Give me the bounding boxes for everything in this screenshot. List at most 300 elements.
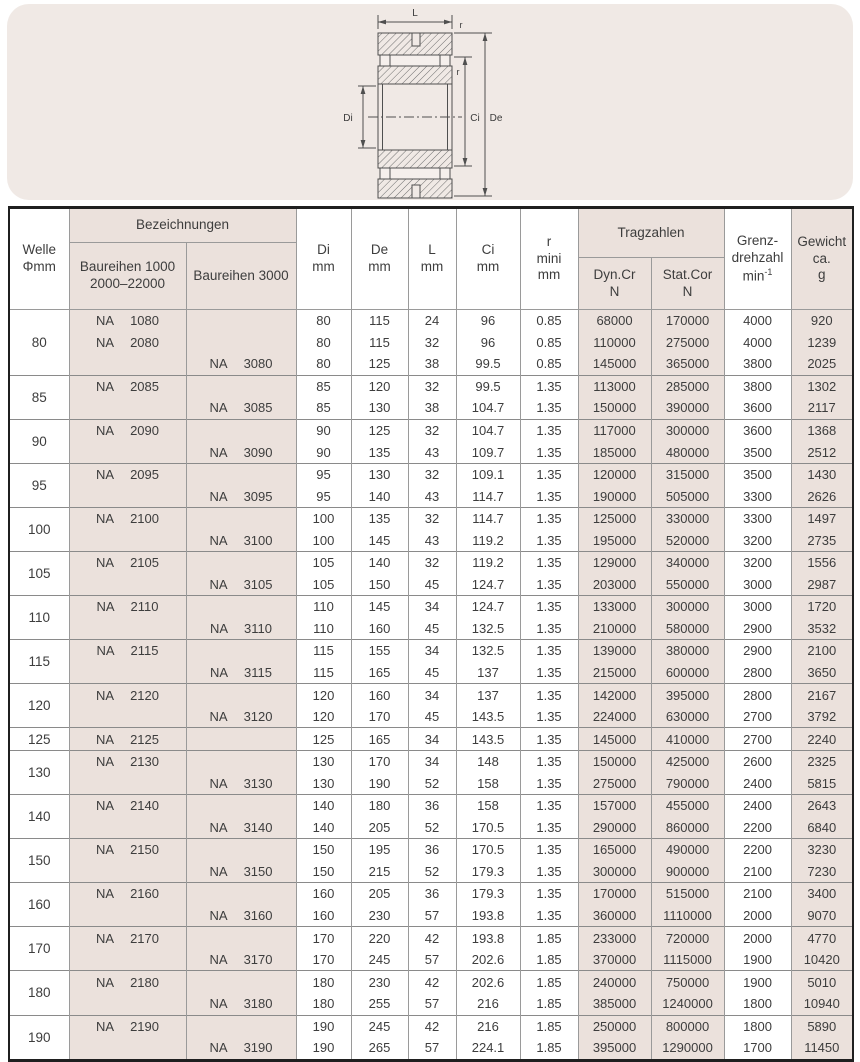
designation-3000-cell xyxy=(186,640,296,662)
di-cell: 95 xyxy=(296,485,351,507)
welle-cell: 110 xyxy=(9,596,69,640)
table-row xyxy=(9,662,853,684)
r-mini-cell: 1.35 xyxy=(520,529,578,551)
designation-3000-cell: NA 3095 xyxy=(186,485,296,507)
di-cell: 85 xyxy=(296,397,351,419)
gewicht-cell: 920 xyxy=(791,310,853,332)
designation-1000-cell xyxy=(69,949,186,971)
de-cell: 125 xyxy=(351,353,408,375)
header-r-mini xyxy=(520,208,578,310)
designation-3000-cell: NA 3080 xyxy=(186,353,296,375)
ci-cell: 143.5 xyxy=(456,706,520,728)
ci-cell: 224.1 xyxy=(456,1037,520,1060)
ci-cell: 104.7 xyxy=(456,397,520,419)
designation-3000-cell xyxy=(186,883,296,905)
welle-cell: 125 xyxy=(9,728,69,751)
dyn-cr-cell: 240000 xyxy=(578,971,651,993)
stat-cor-cell: 410000 xyxy=(651,728,724,751)
stat-cor-cell: 480000 xyxy=(651,441,724,463)
header-baureihen-1000 xyxy=(69,243,186,310)
grenzdrehzahl-cell: 2100 xyxy=(724,883,791,905)
r-mini-cell: 1.35 xyxy=(520,640,578,662)
dim-label-r-top: r xyxy=(459,20,463,30)
gewicht-cell: 2512 xyxy=(791,441,853,463)
designation-1000-cell: NA 2095 xyxy=(69,463,186,485)
di-cell: 80 xyxy=(296,353,351,375)
de-cell: 245 xyxy=(351,949,408,971)
stat-cor-cell: 520000 xyxy=(651,529,724,551)
dyn-cr-cell: 113000 xyxy=(578,375,651,397)
designation-1000-cell xyxy=(69,772,186,794)
header-tragzahlen: Tragzahlen xyxy=(578,208,724,258)
de-cell: 230 xyxy=(351,905,408,927)
designation-1000-cell: NA 2115 xyxy=(69,640,186,662)
l-cell: 45 xyxy=(408,706,456,728)
ci-cell: 124.7 xyxy=(456,574,520,596)
gewicht-cell: 3230 xyxy=(791,839,853,861)
table-row xyxy=(9,927,853,949)
grenzdrehzahl-cell: 3200 xyxy=(724,552,791,574)
designation-3000-cell xyxy=(186,552,296,574)
header-welle-unit: Φmm xyxy=(22,259,56,274)
grenzdrehzahl-cell: 2400 xyxy=(724,772,791,794)
r-mini-cell: 1.35 xyxy=(520,817,578,839)
di-cell: 190 xyxy=(296,1015,351,1037)
gewicht-cell: 1239 xyxy=(791,332,853,354)
table-row xyxy=(9,861,853,883)
table-row xyxy=(9,706,853,728)
header-di xyxy=(296,208,351,310)
dim-label-de: De xyxy=(489,113,503,124)
grenzdrehzahl-cell: 1800 xyxy=(724,993,791,1015)
de-cell: 140 xyxy=(351,552,408,574)
designation-1000-cell xyxy=(69,485,186,507)
di-cell: 150 xyxy=(296,839,351,861)
welle-cell: 105 xyxy=(9,552,69,596)
dyn-cr-cell: 170000 xyxy=(578,883,651,905)
grenzdrehzahl-cell: 2000 xyxy=(724,905,791,927)
r-mini-cell: 1.35 xyxy=(520,397,578,419)
r-mini-cell: 1.85 xyxy=(520,927,578,949)
r-mini-cell: 1.35 xyxy=(520,485,578,507)
grenzdrehzahl-cell: 3500 xyxy=(724,441,791,463)
l-cell: 32 xyxy=(408,463,456,485)
grenzdrehzahl-cell: 3300 xyxy=(724,485,791,507)
grenzdrehzahl-cell: 3800 xyxy=(724,353,791,375)
header-r-label: r xyxy=(546,233,552,249)
dyn-cr-cell: 125000 xyxy=(578,507,651,529)
r-mini-cell: 1.35 xyxy=(520,618,578,640)
ci-cell: 143.5 xyxy=(456,728,520,751)
grenzdrehzahl-cell: 3300 xyxy=(724,507,791,529)
ci-cell: 170.5 xyxy=(456,839,520,861)
designation-3000-cell: NA 3115 xyxy=(186,662,296,684)
designation-3000-cell: NA 3160 xyxy=(186,905,296,927)
dyn-cr-cell: 145000 xyxy=(578,353,651,375)
header-de xyxy=(351,208,408,310)
l-cell: 24 xyxy=(408,310,456,332)
designation-1000-cell: NA 2130 xyxy=(69,750,186,772)
stat-cor-cell: 455000 xyxy=(651,795,724,817)
di-cell: 120 xyxy=(296,684,351,706)
grenzdrehzahl-cell: 4000 xyxy=(724,310,791,332)
di-cell: 160 xyxy=(296,905,351,927)
table-row xyxy=(9,684,853,706)
di-cell: 95 xyxy=(296,463,351,485)
stat-cor-cell: 630000 xyxy=(651,706,724,728)
stat-cor-cell: 515000 xyxy=(651,883,724,905)
designation-3000-cell: NA 3140 xyxy=(186,817,296,839)
ci-cell: 216 xyxy=(456,1015,520,1037)
l-cell: 38 xyxy=(408,397,456,419)
ci-cell: 124.7 xyxy=(456,596,520,618)
table-row xyxy=(9,397,853,419)
header-stat-label: Stat.Cor xyxy=(662,266,713,282)
ci-cell: 193.8 xyxy=(456,927,520,949)
di-cell: 160 xyxy=(296,883,351,905)
designation-1000-cell: NA 2180 xyxy=(69,971,186,993)
di-cell: 170 xyxy=(296,949,351,971)
header-gewicht-label1: Gewicht xyxy=(797,233,847,249)
de-cell: 140 xyxy=(351,485,408,507)
designation-3000-cell xyxy=(186,971,296,993)
di-cell: 150 xyxy=(296,861,351,883)
designation-3000-cell xyxy=(186,332,296,354)
di-cell: 140 xyxy=(296,817,351,839)
r-mini-cell: 1.35 xyxy=(520,463,578,485)
designation-1000-cell xyxy=(69,529,186,551)
gewicht-cell: 2240 xyxy=(791,728,853,751)
dyn-cr-cell: 165000 xyxy=(578,839,651,861)
table-row xyxy=(9,596,853,618)
gewicht-cell: 1302 xyxy=(791,375,853,397)
table-row xyxy=(9,529,853,551)
grenzdrehzahl-cell: 3600 xyxy=(724,397,791,419)
designation-1000-cell: NA 2170 xyxy=(69,927,186,949)
table-row xyxy=(9,310,853,332)
ci-cell: 132.5 xyxy=(456,640,520,662)
table-row xyxy=(9,728,853,751)
grenzdrehzahl-cell: 2900 xyxy=(724,640,791,662)
di-cell: 115 xyxy=(296,662,351,684)
header-ci-unit: mm xyxy=(476,259,500,274)
de-cell: 130 xyxy=(351,463,408,485)
header-di-unit: mm xyxy=(312,259,335,274)
de-cell: 180 xyxy=(351,795,408,817)
di-cell: 85 xyxy=(296,375,351,397)
dyn-cr-cell: 203000 xyxy=(578,574,651,596)
r-mini-cell: 1.85 xyxy=(520,971,578,993)
header-grenz-unit: $\min^{-1}$ xyxy=(742,266,773,284)
l-cell: 32 xyxy=(408,375,456,397)
gewicht-cell: 1430 xyxy=(791,463,853,485)
header-l-label: L xyxy=(428,242,436,258)
header-ci-label: Ci xyxy=(481,242,495,258)
ci-cell: 158 xyxy=(456,772,520,794)
gewicht-cell: 5815 xyxy=(791,772,853,794)
stat-cor-cell: 550000 xyxy=(651,574,724,596)
di-cell: 190 xyxy=(296,1037,351,1060)
header-l xyxy=(408,208,456,310)
dyn-cr-cell: 185000 xyxy=(578,441,651,463)
dim-label-ci: Ci xyxy=(470,113,480,124)
l-cell: 34 xyxy=(408,596,456,618)
header-gewicht-label2: ca. xyxy=(812,250,831,266)
gewicht-cell: 3792 xyxy=(791,706,853,728)
welle-cell: 170 xyxy=(9,927,69,971)
l-cell: 38 xyxy=(408,353,456,375)
l-cell: 32 xyxy=(408,419,456,441)
header-dyn-label: Dyn.Cr xyxy=(593,266,636,282)
designation-1000-cell xyxy=(69,706,186,728)
header-gewicht xyxy=(791,208,853,310)
gewicht-cell: 3400 xyxy=(791,883,853,905)
l-cell: 57 xyxy=(408,1037,456,1060)
l-cell: 42 xyxy=(408,1015,456,1037)
gewicht-cell: 2735 xyxy=(791,529,853,551)
ci-cell: 179.3 xyxy=(456,883,520,905)
header-grenz-label1: Grenz- xyxy=(736,232,779,248)
de-cell: 135 xyxy=(351,441,408,463)
dyn-cr-cell: 145000 xyxy=(578,728,651,751)
grenzdrehzahl-cell: 3500 xyxy=(724,463,791,485)
de-cell: 220 xyxy=(351,927,408,949)
designation-1000-cell xyxy=(69,861,186,883)
ci-cell: 170.5 xyxy=(456,817,520,839)
designation-1000-cell: NA 2080 xyxy=(69,332,186,354)
grenzdrehzahl-cell: 2800 xyxy=(724,662,791,684)
welle-cell: 150 xyxy=(9,839,69,883)
header-di-label: Di xyxy=(317,242,330,258)
l-cell: 57 xyxy=(408,949,456,971)
de-cell: 115 xyxy=(351,310,408,332)
table-row xyxy=(9,795,853,817)
de-cell: 230 xyxy=(351,971,408,993)
l-cell: 34 xyxy=(408,684,456,706)
dyn-cr-cell: 150000 xyxy=(578,397,651,419)
gewicht-cell: 5010 xyxy=(791,971,853,993)
r-mini-cell: 1.35 xyxy=(520,596,578,618)
de-cell: 245 xyxy=(351,1015,408,1037)
designation-1000-cell xyxy=(69,817,186,839)
l-cell: 45 xyxy=(408,662,456,684)
dyn-cr-cell: 142000 xyxy=(578,684,651,706)
stat-cor-cell: 170000 xyxy=(651,310,724,332)
gewicht-cell: 2025 xyxy=(791,353,853,375)
table-row xyxy=(9,839,853,861)
table-row xyxy=(9,419,853,441)
ci-cell: 114.7 xyxy=(456,507,520,529)
bearing-cross-section-diagram xyxy=(330,0,600,200)
l-cell: 42 xyxy=(408,971,456,993)
designation-1000-cell: NA 2150 xyxy=(69,839,186,861)
designation-3000-cell xyxy=(186,375,296,397)
stat-cor-cell: 285000 xyxy=(651,375,724,397)
r-mini-cell: 1.85 xyxy=(520,1015,578,1037)
de-cell: 135 xyxy=(351,507,408,529)
de-cell: 205 xyxy=(351,817,408,839)
dyn-cr-cell: 195000 xyxy=(578,529,651,551)
di-cell: 170 xyxy=(296,927,351,949)
header-gewicht-unit: g xyxy=(818,267,826,283)
table-row xyxy=(9,353,853,375)
designation-3000-cell xyxy=(186,927,296,949)
stat-cor-cell: 900000 xyxy=(651,861,724,883)
designation-3000-cell xyxy=(186,596,296,618)
di-cell: 80 xyxy=(296,332,351,354)
de-cell: 165 xyxy=(351,662,408,684)
ci-cell: 96 xyxy=(456,310,520,332)
ci-cell: 137 xyxy=(456,662,520,684)
de-cell: 165 xyxy=(351,728,408,751)
dyn-cr-cell: 157000 xyxy=(578,795,651,817)
r-mini-cell: 1.35 xyxy=(520,441,578,463)
header-welle xyxy=(9,208,69,310)
l-cell: 34 xyxy=(408,750,456,772)
dyn-cr-cell: 139000 xyxy=(578,640,651,662)
dyn-cr-cell: 250000 xyxy=(578,1015,651,1037)
table-row xyxy=(9,772,853,794)
designation-3000-cell: NA 3090 xyxy=(186,441,296,463)
de-cell: 255 xyxy=(351,993,408,1015)
designation-1000-cell: NA 2090 xyxy=(69,419,186,441)
r-mini-cell: 0.85 xyxy=(520,332,578,354)
l-cell: 32 xyxy=(408,552,456,574)
welle-cell: 90 xyxy=(9,419,69,463)
ci-cell: 119.2 xyxy=(456,529,520,551)
dyn-cr-cell: 110000 xyxy=(578,332,651,354)
r-mini-cell: 1.85 xyxy=(520,1037,578,1060)
designation-1000-cell xyxy=(69,574,186,596)
stat-cor-cell: 1115000 xyxy=(651,949,724,971)
stat-cor-cell: 330000 xyxy=(651,507,724,529)
stat-cor-cell: 365000 xyxy=(651,353,724,375)
grenzdrehzahl-cell: 1700 xyxy=(724,1037,791,1060)
de-cell: 130 xyxy=(351,397,408,419)
stat-cor-cell: 490000 xyxy=(651,839,724,861)
dyn-cr-cell: 210000 xyxy=(578,618,651,640)
stat-cor-cell: 1240000 xyxy=(651,993,724,1015)
de-cell: 115 xyxy=(351,332,408,354)
designation-3000-cell: NA 3170 xyxy=(186,949,296,971)
l-cell: 36 xyxy=(408,795,456,817)
r-mini-cell: 1.35 xyxy=(520,375,578,397)
di-cell: 110 xyxy=(296,596,351,618)
dyn-cr-cell: 133000 xyxy=(578,596,651,618)
table-row xyxy=(9,883,853,905)
designation-3000-cell: NA 3180 xyxy=(186,993,296,1015)
di-cell: 100 xyxy=(296,529,351,551)
table-row xyxy=(9,640,853,662)
dyn-cr-cell: 215000 xyxy=(578,662,651,684)
r-mini-cell: 1.35 xyxy=(520,706,578,728)
grenzdrehzahl-cell: 2400 xyxy=(724,795,791,817)
welle-cell: 140 xyxy=(9,795,69,839)
gewicht-cell: 1497 xyxy=(791,507,853,529)
designation-1000-cell xyxy=(69,1037,186,1060)
grenzdrehzahl-cell: 3200 xyxy=(724,529,791,551)
grenzdrehzahl-cell: 2200 xyxy=(724,817,791,839)
r-mini-cell: 1.35 xyxy=(520,684,578,706)
gewicht-cell: 10940 xyxy=(791,993,853,1015)
r-mini-cell: 1.35 xyxy=(520,552,578,574)
di-cell: 100 xyxy=(296,507,351,529)
stat-cor-cell: 860000 xyxy=(651,817,724,839)
gewicht-cell: 2626 xyxy=(791,485,853,507)
ci-cell: 104.7 xyxy=(456,419,520,441)
stat-cor-cell: 1290000 xyxy=(651,1037,724,1060)
l-cell: 43 xyxy=(408,485,456,507)
designation-3000-cell xyxy=(186,839,296,861)
r-mini-cell: 1.35 xyxy=(520,905,578,927)
designation-3000-cell: NA 3150 xyxy=(186,861,296,883)
designation-1000-cell: NA 1080 xyxy=(69,310,186,332)
gewicht-cell: 2987 xyxy=(791,574,853,596)
stat-cor-cell: 720000 xyxy=(651,927,724,949)
di-cell: 110 xyxy=(296,618,351,640)
gewicht-cell: 4770 xyxy=(791,927,853,949)
l-cell: 34 xyxy=(408,640,456,662)
r-mini-cell: 1.35 xyxy=(520,662,578,684)
designation-1000-cell xyxy=(69,618,186,640)
welle-cell: 85 xyxy=(9,375,69,419)
ci-cell: 148 xyxy=(456,750,520,772)
table-row xyxy=(9,618,853,640)
header-grenzdrehzahl xyxy=(724,208,791,310)
grenzdrehzahl-cell: 1900 xyxy=(724,949,791,971)
designation-1000-cell: NA 2140 xyxy=(69,795,186,817)
stat-cor-cell: 750000 xyxy=(651,971,724,993)
header-bezeichnungen: Bezeichnungen xyxy=(69,208,296,243)
l-cell: 32 xyxy=(408,507,456,529)
di-cell: 115 xyxy=(296,640,351,662)
ci-cell: 119.2 xyxy=(456,552,520,574)
gewicht-cell: 2325 xyxy=(791,750,853,772)
designation-3000-cell: NA 3110 xyxy=(186,618,296,640)
designation-1000-cell xyxy=(69,353,186,375)
welle-cell: 115 xyxy=(9,640,69,684)
dim-label-r-inner: r xyxy=(456,67,460,77)
l-cell: 57 xyxy=(408,905,456,927)
gewicht-cell: 2100 xyxy=(791,640,853,662)
dyn-cr-cell: 395000 xyxy=(578,1037,651,1060)
de-cell: 120 xyxy=(351,375,408,397)
welle-cell: 160 xyxy=(9,883,69,927)
designation-1000-cell xyxy=(69,905,186,927)
r-mini-cell: 1.35 xyxy=(520,861,578,883)
l-cell: 52 xyxy=(408,861,456,883)
di-cell: 180 xyxy=(296,971,351,993)
ci-cell: 114.7 xyxy=(456,485,520,507)
designation-3000-cell xyxy=(186,463,296,485)
di-cell: 120 xyxy=(296,706,351,728)
de-cell: 125 xyxy=(351,419,408,441)
ci-cell: 202.6 xyxy=(456,949,520,971)
table-row xyxy=(9,485,853,507)
table-row xyxy=(9,463,853,485)
gewicht-cell: 2167 xyxy=(791,684,853,706)
di-cell: 90 xyxy=(296,419,351,441)
dyn-cr-cell: 290000 xyxy=(578,817,651,839)
r-mini-cell: 1.35 xyxy=(520,574,578,596)
di-cell: 80 xyxy=(296,310,351,332)
header-baureihen-1000-line1: Baureihen 1000 xyxy=(79,259,176,275)
bearing-table xyxy=(8,206,854,1062)
table-header xyxy=(9,208,853,310)
de-cell: 190 xyxy=(351,772,408,794)
dyn-cr-cell: 117000 xyxy=(578,419,651,441)
welle-cell: 120 xyxy=(9,684,69,728)
